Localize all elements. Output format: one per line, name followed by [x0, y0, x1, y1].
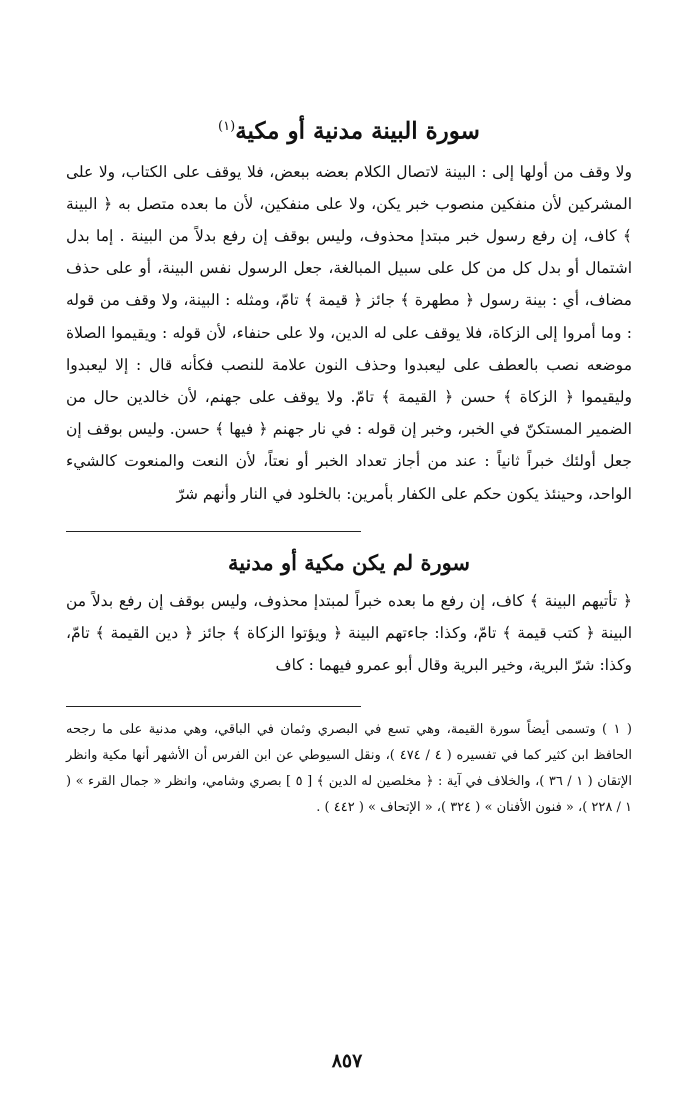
footnote-marker: (١) [218, 119, 236, 134]
footnote-text: ( ١ ) وتسمى أيضاً سورة القيمة، وهي تسع في البصري وثمان في الباقي، وهي مدنية على ما رجحه الحافظ ابن كثير كما في تفسيره ( ٤ / ٤٧٤ )، ونقل السيوطي عن ابن الفرس أن الأشهر أنها مكية وانظر الإتقان ( ١ / ٣٦ )، والخلاف في آية : ﴿ مخلصين له الدين ﴾ [ ٥ ] بصري وشامي، وانظر « جمال القرء » ( ١ / ٢٢٨ )، « فنون الأفنان » ( ٣٢٤ )، « الإتحاف » ( ٤٤٢ ) . [66, 721, 633, 815]
footnote-divider [66, 706, 361, 707]
surah-title [66, 0, 632, 147]
section-divider [66, 531, 361, 532]
main-paragraph: ولا وقف من أولها إلى : البينة لاتصال الكلام بعضه ببعض، فلا يوقف على الكتاب، ولا على المشركين لأن منفكين منصوب خبر يكن، ولا على منفكين، لأن ما بعده متصل به ﴿ البينة ﴾ كاف، إن رفع رسول خبر مبتدإ محذوف، وليس بوقف إن رفع بدلاً من البينة . إما بدل اشتمال أو بدل كل من كل على سبيل المبالغة، جعل الرسول نفس البينة، أو على حذف مضاف، أي : بينة رسول ﴿ مطهرة ﴾ جائز ﴿ قيمة ﴾ تامّ، ومثله : البينة، ولا وقف من قوله : وما أمروا إلى الزكاة، فلا يوقف على له الدين، ولا على حنفاء، لأن قوله : ويقيموا الصلاة موضعه نصب بالعطف على ليعبدوا وحذف النون علامة للنصب فكأنه قال : إلا ليعبدوا وليقيموا ﴿ الزكاة ﴾ حسن ﴿ القيمة ﴾ تامّ. ولا يوقف على جهنم، لأن خالدين حال من الضمير المستكنّ في الخبر، وخبر إن قوله : في نار جهنم ﴿ فيها ﴾ حسن. وليس بوقف إن جعل أولئك خبراً ثانياً : عند من أجاز تعداد الخبر أو نعتاً، لأن النعت والمنعوت كالشيء الواحد، وحينئذ يكون حكم على الكفار بأمرين: بالخلود في النار وأنهم شرّ [66, 162, 632, 503]
section-2-paragraph: ﴿ تأتيهم البينة ﴾ كاف، إن رفع ما بعده خبراً لمبتدإ محذوف، وليس بوقف إن رفع بدلاً من البينة ﴿ كتب قيمة ﴾ تامّ، وكذا: جاءتهم البينة ﴿ ويؤتوا الزكاة ﴾ جائز ﴿ دين القيمة ﴾ تامّ، وكذا: شرّ البرية، وخير البرية وقال أبو عمرو فيهما : كاف [66, 591, 632, 675]
section-2-title: سورة لم يكن مكية أو مدنية [227, 549, 471, 575]
page-number: ٨٥٧ [331, 1050, 363, 1072]
surah-title-text: سورة البينة مدنية أو مكية [235, 117, 480, 145]
